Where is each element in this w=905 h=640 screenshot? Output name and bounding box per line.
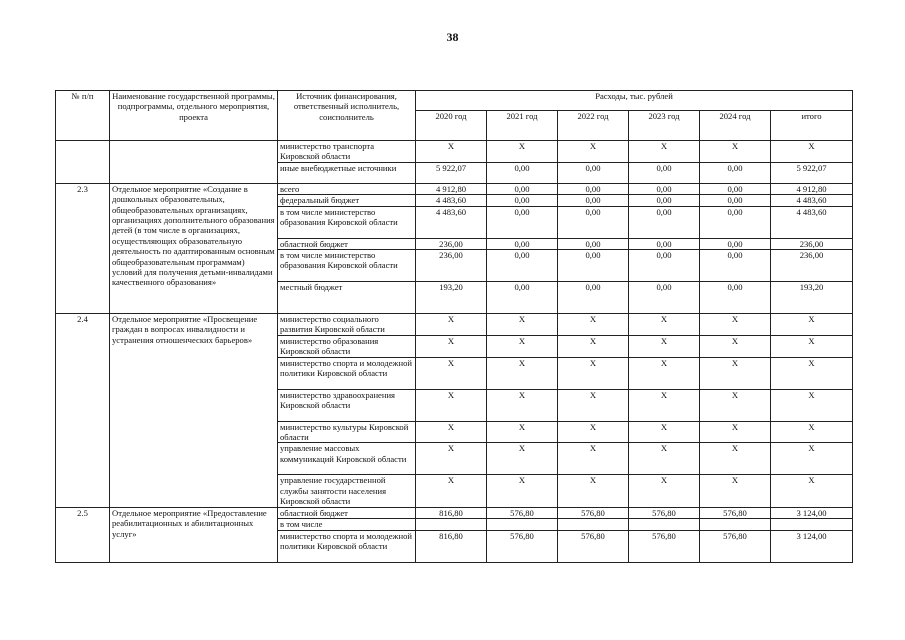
funding-source: управление государственной службы занятости населения Кировской области — [278, 475, 416, 507]
funding-source: областной бюджет — [278, 238, 416, 249]
total-value: 193,20 — [771, 282, 853, 314]
total-value: X — [771, 141, 853, 163]
year-value: X — [700, 421, 771, 443]
year-value: 4 483,60 — [416, 195, 487, 206]
year-value: 576,80 — [700, 530, 771, 562]
total-value: 4 483,60 — [771, 195, 853, 206]
total-value: 5 922,07 — [771, 162, 853, 183]
total-value: 4 483,60 — [771, 206, 853, 238]
year-value: X — [700, 335, 771, 357]
year-value — [416, 519, 487, 530]
year-value: X — [700, 443, 771, 475]
year-value: 0,00 — [700, 195, 771, 206]
year-value: X — [629, 357, 700, 389]
year-value: 0,00 — [700, 282, 771, 314]
header-number: № п/п — [56, 91, 110, 141]
year-value: X — [558, 421, 629, 443]
item-name: Отдельное мероприятие «Предоставление реабилитационных и абилитационных услуг» — [110, 507, 278, 562]
year-value: X — [487, 421, 558, 443]
year-value: 0,00 — [558, 250, 629, 282]
year-value: 0,00 — [487, 282, 558, 314]
year-value: 0,00 — [487, 238, 558, 249]
year-value: 0,00 — [487, 183, 558, 194]
total-value: 3 124,00 — [771, 530, 853, 562]
year-value: X — [558, 314, 629, 336]
year-value: X — [700, 314, 771, 336]
year-value: 0,00 — [487, 195, 558, 206]
year-value: 0,00 — [558, 206, 629, 238]
year-value: 576,80 — [558, 530, 629, 562]
total-value: X — [771, 389, 853, 421]
year-value: 0,00 — [629, 183, 700, 194]
year-value: X — [416, 314, 487, 336]
funding-source: всего — [278, 183, 416, 194]
year-value: 4 912,80 — [416, 183, 487, 194]
year-value: X — [629, 443, 700, 475]
table-row — [56, 141, 853, 163]
item-name: Отдельное мероприятие «Просвещение граждан в вопросах инвалидности и устранения отношенческих барьеров» — [110, 314, 278, 508]
funding-source: министерство социального развития Кировской области — [278, 314, 416, 336]
year-value: X — [487, 141, 558, 163]
year-value: X — [416, 421, 487, 443]
funding-source: в том числе министерство образования Кировской области — [278, 250, 416, 282]
header-total: итого — [771, 111, 853, 141]
year-value: 0,00 — [558, 183, 629, 194]
year-value: 0,00 — [558, 162, 629, 183]
funding-source: федеральный бюджет — [278, 195, 416, 206]
year-value: 193,20 — [416, 282, 487, 314]
page-number: 38 — [446, 30, 459, 44]
funding-source: местный бюджет — [278, 282, 416, 314]
header-name: Наименование государственной программы, подпрограммы, отдельного мероприятия, проекта — [110, 91, 278, 141]
table-row — [56, 314, 853, 336]
year-value: 0,00 — [700, 183, 771, 194]
year-value: X — [487, 314, 558, 336]
year-value: X — [416, 443, 487, 475]
year-value: X — [558, 443, 629, 475]
table-row — [56, 183, 853, 194]
year-value: X — [487, 357, 558, 389]
funding-source: министерство спорта и молодежной политики Кировской области — [278, 530, 416, 562]
year-value — [629, 519, 700, 530]
year-value: 576,80 — [700, 507, 771, 518]
total-value: X — [771, 314, 853, 336]
year-value: 576,80 — [487, 530, 558, 562]
item-number: 2.3 — [56, 183, 110, 313]
year-value: 0,00 — [629, 206, 700, 238]
year-value: X — [700, 475, 771, 507]
year-value — [487, 519, 558, 530]
funding-source: министерство культуры Кировской области — [278, 421, 416, 443]
funding-source: управление массовых коммуникаций Кировской области — [278, 443, 416, 475]
funding-source: в том числе — [278, 519, 416, 530]
year-value: 576,80 — [487, 507, 558, 518]
year-value: 236,00 — [416, 238, 487, 249]
header-year: 2022 год — [558, 111, 629, 141]
year-value: 0,00 — [629, 162, 700, 183]
year-value: X — [558, 141, 629, 163]
item-number — [56, 141, 110, 184]
year-value: X — [629, 314, 700, 336]
table-row — [56, 507, 853, 518]
year-value: X — [558, 389, 629, 421]
header-year: 2021 год — [487, 111, 558, 141]
item-number: 2.4 — [56, 314, 110, 508]
year-value: X — [416, 475, 487, 507]
header-year: 2020 год — [416, 111, 487, 141]
year-value: 0,00 — [629, 282, 700, 314]
year-value: 576,80 — [629, 530, 700, 562]
item-name: Отдельное мероприятие «Создание в дошкольных образовательных, общеобразовательных организациях, организациях дополнительного образования детей (в том числе в организациях, осуществляющих образовательную деятельность по адаптированным основным общеобразовательным программам) условий для получения детьми-инвалидами качественного образования» — [110, 183, 278, 313]
year-value: 0,00 — [700, 162, 771, 183]
year-value: 5 922,07 — [416, 162, 487, 183]
year-value: 0,00 — [700, 206, 771, 238]
year-value: X — [629, 335, 700, 357]
year-value: 0,00 — [487, 250, 558, 282]
year-value: X — [629, 389, 700, 421]
year-value: X — [416, 141, 487, 163]
year-value: 236,00 — [416, 250, 487, 282]
header-source: Источник финансирования, ответственный исполнитель, соисполнитель — [278, 91, 416, 141]
total-value: X — [771, 421, 853, 443]
year-value: X — [558, 357, 629, 389]
year-value: 4 483,60 — [416, 206, 487, 238]
year-value: X — [558, 335, 629, 357]
year-value: 0,00 — [558, 238, 629, 249]
year-value: X — [558, 475, 629, 507]
year-value: X — [487, 443, 558, 475]
year-value: X — [416, 357, 487, 389]
year-value: X — [700, 389, 771, 421]
year-value: X — [487, 389, 558, 421]
funding-source: в том числе министерство образования Кировской области — [278, 206, 416, 238]
year-value: X — [700, 357, 771, 389]
budget-table — [55, 90, 853, 563]
year-value: 0,00 — [629, 250, 700, 282]
year-value: 576,80 — [629, 507, 700, 518]
total-value: X — [771, 335, 853, 357]
funding-source: министерство спорта и молодежной политики Кировской области — [278, 357, 416, 389]
header-year: 2023 год — [629, 111, 700, 141]
year-value: 0,00 — [629, 238, 700, 249]
funding-source: министерство здравоохранения Кировской области — [278, 389, 416, 421]
year-value — [700, 519, 771, 530]
total-value: 4 912,80 — [771, 183, 853, 194]
total-value: X — [771, 357, 853, 389]
total-value: X — [771, 475, 853, 507]
year-value: X — [629, 475, 700, 507]
year-value: X — [416, 335, 487, 357]
header-year: 2024 год — [700, 111, 771, 141]
year-value: X — [629, 141, 700, 163]
year-value: X — [700, 141, 771, 163]
year-value: 0,00 — [700, 250, 771, 282]
item-name — [110, 141, 278, 184]
year-value: 0,00 — [700, 238, 771, 249]
year-value: X — [416, 389, 487, 421]
year-value: 816,80 — [416, 507, 487, 518]
year-value: 576,80 — [558, 507, 629, 518]
year-value: 0,00 — [558, 282, 629, 314]
total-value: X — [771, 443, 853, 475]
year-value: 0,00 — [487, 206, 558, 238]
total-value: 3 124,00 — [771, 507, 853, 518]
total-value: 236,00 — [771, 250, 853, 282]
total-value: 236,00 — [771, 238, 853, 249]
funding-source: иные внебюджетные источники — [278, 162, 416, 183]
year-value: X — [629, 421, 700, 443]
year-value: 816,80 — [416, 530, 487, 562]
total-value — [771, 519, 853, 530]
funding-source: областной бюджет — [278, 507, 416, 518]
header-expenses: Расходы, тыс. рублей — [416, 91, 853, 111]
budget-body — [56, 141, 853, 563]
year-value: X — [487, 335, 558, 357]
funding-source: министерство транспорта Кировской области — [278, 141, 416, 163]
year-value: 0,00 — [487, 162, 558, 183]
year-value: 0,00 — [629, 195, 700, 206]
funding-source: министерство образования Кировской области — [278, 335, 416, 357]
year-value — [558, 519, 629, 530]
year-value: 0,00 — [558, 195, 629, 206]
year-value: X — [487, 475, 558, 507]
item-number: 2.5 — [56, 507, 110, 562]
